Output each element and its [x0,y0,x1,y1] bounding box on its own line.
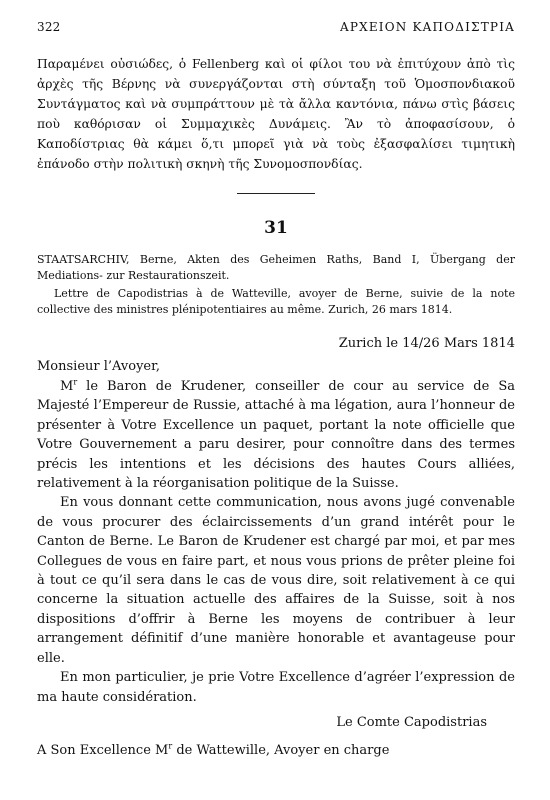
address-superscript: r [168,741,173,751]
document-number: 31 [264,218,288,238]
para1-prefix: M [60,379,74,394]
archive-source: STAATSARCHIV, Berne, Akten des Geheimen Raths, Band I, Übergang der Mediations- zur Restaurationszeit. [37,253,515,282]
letter-paragraph-3: En mon particulier, je prie Votre Excellence d’agréer l’expression de ma haute considération. [37,670,515,705]
letter-paragraph-1 [37,377,515,493]
page-number: 322 [37,20,61,34]
para1-text: le Baron de Krudener, conseiller de cour au service de Sa Majesté l’Empereur de Russie, attaché à ma légation, aura l’honneur de présenter à Votre Excellence un paquet, portant la note officielle que Votre Gouvernement a paru desirer, pour connoître dans des termes précis les intentions et les décisions des hautes Cours alliées, relativement à la réorganisation politique de la Suisse. [37,379,515,492]
letter-dateline: Zurich le 14/26 Mars 1814 [338,336,515,351]
letter-address [37,743,515,758]
section-divider [237,193,315,194]
address-prefix: A Son Excellence M [37,742,169,758]
document-description: Lettre de Capodistrias à de Watteville, avoyer de Berne, suivie de la note collective des ministres plénipotentiaires au même. Zurich, 26 mars 1814. [37,287,515,316]
letter-salutation: Monsieur l’Avoyer, [37,359,161,374]
greek-summary-paragraph: Παραμένει οὐσιώδες, ὁ Fellenberg καὶ οἱ φίλοι του νὰ ἐπιτύχουν ἀπὸ τὶς ἀρχὲς τῆς Βέρνης νὰ συνεργάζονται στὴ σύνταξη τοῦ Ὁμοσπονδιακοῦ Συντάγματος καὶ νὰ συμπράττουν μὲ τὰ ἄλλα καντόνια, πάνω στὶς βάσεις ποὺ καθόρισαν οἱ Συμμαχικὲς Δυνάμεις. Ἂν τὸ ἀποφασίσουν, ὁ Καποδίστριας θὰ κάμει ὅ,τι μπορεῖ γιὰ νὰ τοὺς ἐξασφαλίσει τιμητικὴ ἐπάνοδο στὴν πολιτικὴ σκηνὴ τῆς Συνομοσπονδίας. [37,57,515,171]
book-page [37,20,515,758]
letter-paragraph-2: En vous donnant cette communication, nous avons jugé convenable de vous procurer des éclaircissements d’un grand intérêt pour le Canton de Berne. Le Baron de Krudener est chargé par moi, et par mes Collegues de vous en faire part, et nous vous prions de prêter pleine foi à tout ce qu’il sera dans le cas de vous dire, soit relativement à ce qui concerne la situation actuelle des affaires de la Suisse, soit à nos dispositions d’offrir à Berne les moyens de contribuer à leur arrangement définitif d’une manière honorable et avantageuse pour elle. [37,495,515,666]
running-head [37,20,515,34]
running-title: ΑΡΧΕΙΟΝ ΚΑΠΟΔΙΣΤΡΙΑ [339,20,515,34]
para1-superscript: r [73,377,78,387]
address-text: de Wattewille, Avoyer en charge [172,742,390,758]
letter-signature: Le Comte Capodistrias [336,714,487,730]
